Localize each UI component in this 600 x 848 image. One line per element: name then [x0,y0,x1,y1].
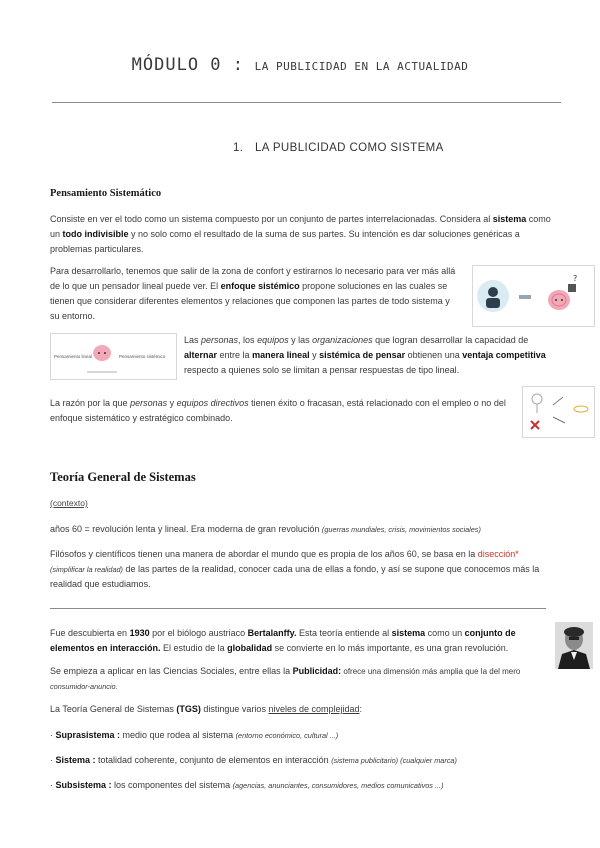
teoria-heading: Teoría General de Sistemas [50,470,196,484]
module-title [0,55,600,75]
linear-vs-systemic-illustration [50,333,177,380]
label-pensamiento-sistemico: Pensamiento sistémico [119,354,166,359]
pensamiento-heading: Pensamiento Sistemático [50,188,162,199]
title-divider [52,102,561,103]
pensamiento-paragraph-4: La razón por la que personas y equipos directivos tienen éxito o fracasan, está relacionado con el empleo o no del enfoque sistemático y estratégico combinado. [50,398,506,423]
contexto-label: (contexto) [50,498,88,508]
level-suprasistema: · Suprasistema : medio que rodea al sistema (entorno económico, cultural ...) [50,730,339,740]
teoria-paragraph-1: años 60 = revolución lenta y lineal. Era moderna de gran revolución (guerras mundiales, crisis, movimientos sociales) [50,524,481,534]
label-pensamiento-lineal: Pensamiento lineal [54,354,93,359]
teoria-paragraph-2: Filósofos y científicos tienen una manera de abordar el mundo que es propia de los años 60, se basa en la disección* (simplificar la realidad) de las partes de la realidad, conocer cada una de ellas a fondo, y así se supone que conocemos más la realidad que estudiamos. [50,549,540,589]
teoria-paragraph-4: Se empieza a aplicar en las Ciencias Sociales, entre ellas la Publicidad: ofrece una dimensión más amplia que la del mero consumidor-anuncio. [50,666,521,691]
level-subsistema: · Subsistema : los componentes del sistema (agencias, anunciantes, consumidores, medios comunicativos ...) [50,780,444,790]
pensamiento-paragraph-3: Las personas, los equipos y las organizaciones que logran desarrollar la capacidad de alternar entre la manera lineal y sistémica de pensar obtienen una ventaja competitiva respecto a quienes solo se limitan a pensar respuestas de tipo lineal. [184,335,546,375]
bertalanffy-portrait [555,622,593,669]
teoria-divider [50,608,546,609]
pensamiento-paragraph-1: Consiste en ver el todo como un sistema compuesto por un conjunto de partes interrelacionadas. Considera al sistema como un todo indivisible y no solo como el resultado de la suma de sus partes. Su intención es dar soluciones genéricas a problemas particulares. [50,214,551,254]
module-title-main: MÓDULO 0 : [131,55,245,75]
module-title-sub: LA PUBLICIDAD EN LA ACTUALIDAD [254,60,469,73]
systemic-thinking-illustration [472,265,595,327]
strategy-illustration [522,386,595,438]
teoria-paragraph-5: La Teoría General de Sistemas (TGS) distingue varios niveles de complejidad: [50,704,363,714]
teoria-paragraph-3: Fue descubierta en 1930 por el biólogo austriaco Bertalanffy. Esta teoría entiende al sistema como un conjunto de elementos en interacción. El estudio de la globalidad se convierte en lo más importante, es una gran revolución. [50,628,516,653]
section-heading [233,142,444,154]
section-title: LA PUBLICIDAD COMO SISTEMA [255,142,444,154]
pensamiento-paragraph-2: Para desarrollarlo, tenemos que salir de la zona de confort y estirarnos lo necesario para ver más allá de lo que un pensador lineal puede ver. El enfoque sistémico propone soluciones en las cuales se tienen que considerar diferentes elementos y relaciones que componen las partes de todo sistema y su entorno. [50,266,456,321]
section-number: 1. [233,142,244,154]
svg-text:?: ? [573,274,578,283]
level-sistema: · Sistema : totalidad coherente, conjunto de elementos en interacción (sistema publicitario) (cualquier marca) [50,755,457,765]
